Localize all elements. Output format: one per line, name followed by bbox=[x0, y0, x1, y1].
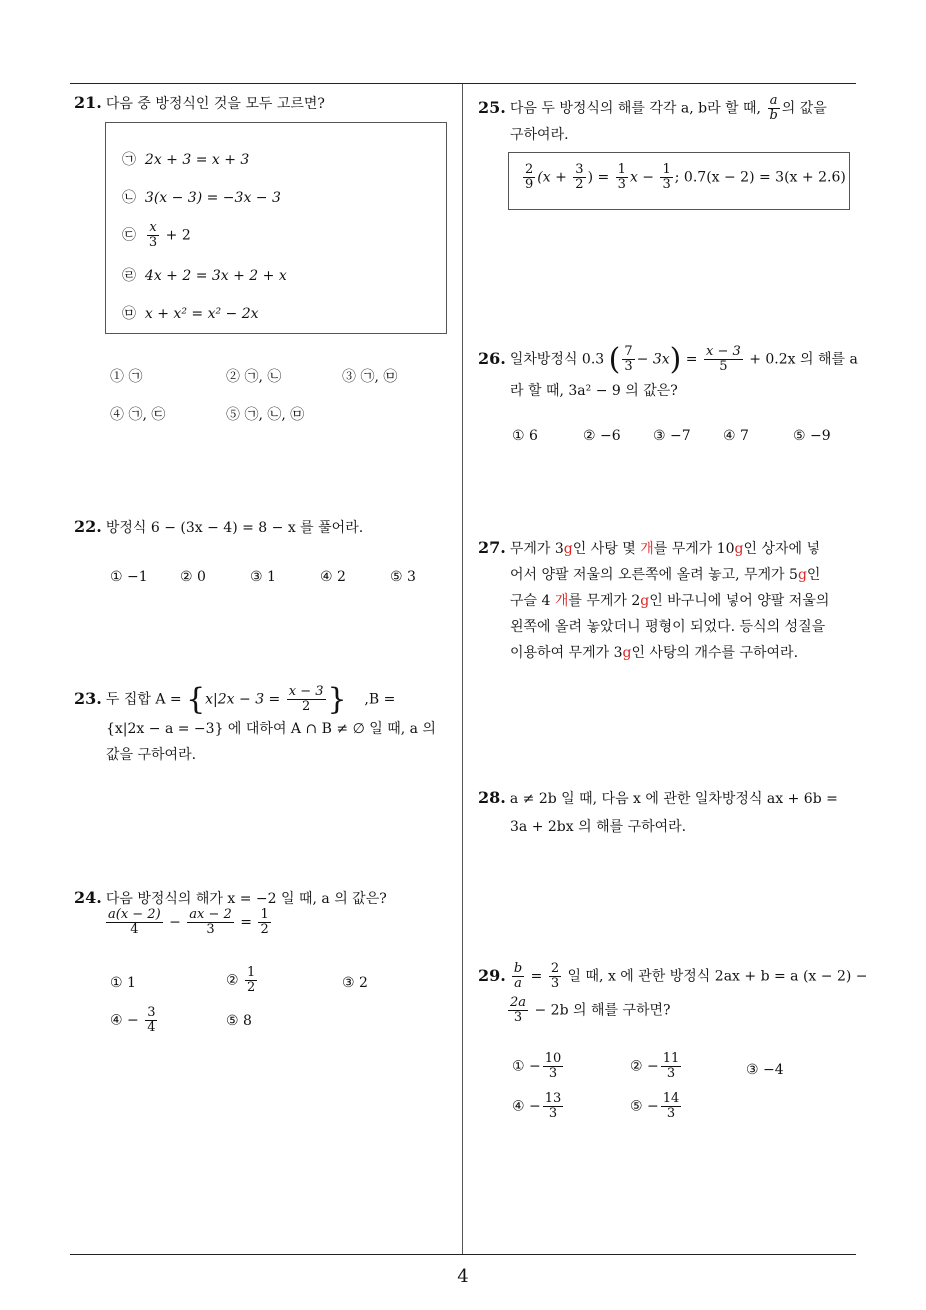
question-number: 28. bbox=[478, 788, 506, 807]
question-text: a ≠ 2b 일 때, 다음 x 에 관한 일차방정식 ax + 6b = bbox=[509, 791, 838, 807]
fraction: $\frac{2}{3}$ bbox=[550, 961, 560, 991]
text: 인 사탕의 개수를 구하여라. bbox=[631, 645, 799, 661]
q24-choice-1[interactable]: ① 1 bbox=[110, 975, 136, 991]
question-25-line2: 구하여라. bbox=[510, 127, 569, 143]
question-26-line1 bbox=[478, 342, 858, 377]
text: 무게가 3 bbox=[509, 541, 564, 557]
q25-equation-box bbox=[508, 152, 850, 210]
q24-equation bbox=[104, 908, 273, 937]
operator: = bbox=[240, 914, 252, 931]
operator: − bbox=[169, 914, 181, 931]
fraction: $\frac{11}{3}$ bbox=[662, 1051, 680, 1081]
unit: g bbox=[640, 593, 650, 609]
q29-choice-3[interactable]: ③ −4 bbox=[746, 1062, 784, 1078]
fraction: $\frac{ax - 2}{3}$ bbox=[189, 907, 232, 937]
item-mark: ㉤ bbox=[122, 306, 136, 322]
fraction: $\frac{1}{2}$ bbox=[247, 965, 256, 995]
q24-choice-2[interactable] bbox=[226, 966, 259, 995]
text: 어서 양팔 저울의 오른쪽에 올려 놓고, 무게가 5 bbox=[510, 567, 798, 583]
question-text: 다음 방정식의 해가 x = −2 일 때, a 의 값은? bbox=[105, 891, 387, 907]
fraction: $\frac{2}{9}$ bbox=[525, 162, 534, 192]
fraction: $\frac{2a}{3}$ bbox=[510, 995, 527, 1025]
choice-mark: ⑤ − bbox=[630, 1098, 659, 1115]
fraction: $\frac{1}{3}$ bbox=[617, 162, 626, 192]
item-expr: 2x + 3 = x + 3 bbox=[144, 152, 250, 168]
question-28-line1 bbox=[478, 788, 838, 808]
top-rule bbox=[70, 83, 856, 84]
q29-choice-1[interactable] bbox=[512, 1052, 565, 1081]
fraction: $\frac{3}{2}$ bbox=[575, 162, 584, 192]
expr: ; 0.7(x − 2) = 3(x + 2.6) bbox=[674, 169, 846, 186]
q21-choice-3[interactable]: ③ ㉠, ㉤ bbox=[342, 369, 398, 385]
question-24 bbox=[74, 888, 387, 908]
unit: 개 bbox=[554, 593, 569, 609]
question-text: ,B = bbox=[364, 691, 396, 708]
q21-choice-1[interactable]: ① ㉠ bbox=[110, 369, 143, 385]
fraction: $\frac{3}{4}$ bbox=[147, 1005, 156, 1035]
fraction: $\frac{14}{3}$ bbox=[662, 1091, 680, 1121]
page-number: 4 bbox=[457, 1266, 469, 1287]
question-21 bbox=[74, 90, 325, 117]
bottom-rule bbox=[70, 1254, 856, 1255]
text: 인 사탕 몇 bbox=[572, 541, 641, 557]
item-mark: ㉣ bbox=[122, 268, 136, 284]
set-expression: x|2x − 3 = bbox=[205, 691, 281, 708]
q29-choice-2[interactable] bbox=[630, 1052, 683, 1081]
question-text: 다음 중 방정식인 것을 모두 고르면? bbox=[105, 96, 325, 112]
question-27-line3 bbox=[510, 590, 829, 610]
question-text: 일 때, x 에 관한 방정식 2ax + b = a (x − 2) − bbox=[567, 968, 868, 985]
text: 를 무게가 10 bbox=[653, 541, 735, 557]
item-expr: + 2 bbox=[165, 227, 191, 244]
unit: g bbox=[797, 567, 807, 583]
question-text: 의 값을 bbox=[781, 100, 827, 117]
expr: − 3x bbox=[636, 351, 670, 368]
q21-choice-2[interactable]: ② ㉠, ㉡ bbox=[226, 369, 282, 385]
question-number: 29. bbox=[478, 965, 506, 985]
q24-choice-4[interactable] bbox=[110, 1006, 159, 1035]
column-divider bbox=[462, 84, 463, 1254]
question-29-line2 bbox=[506, 996, 671, 1025]
q22-choice-1[interactable]: ① −1 bbox=[110, 569, 148, 585]
paren-left: ( bbox=[608, 342, 621, 377]
q26-choice-5[interactable]: ⑤ −9 bbox=[793, 428, 831, 444]
q26-choice-1[interactable]: ① 6 bbox=[512, 428, 538, 444]
question-number: 26. bbox=[478, 348, 506, 368]
question-text: 방정식 6 − (3x − 4) = 8 − x 를 풀어라. bbox=[105, 520, 364, 536]
fraction: $\frac{x - 3}{5}$ bbox=[705, 344, 741, 374]
q25-equations bbox=[521, 163, 846, 192]
text: 이용하여 무게가 3 bbox=[510, 645, 623, 661]
q21-item-4 bbox=[122, 265, 287, 285]
question-number: 21. bbox=[74, 93, 102, 112]
choice-mark: ② bbox=[226, 972, 239, 989]
question-number: 25. bbox=[478, 97, 506, 117]
fraction: $\frac{1}{2}$ bbox=[260, 907, 269, 937]
q29-choice-5[interactable] bbox=[630, 1092, 683, 1121]
question-29-line1 bbox=[478, 962, 868, 991]
choice-mark: ④ − bbox=[512, 1098, 541, 1115]
q22-choice-3[interactable]: ③ 1 bbox=[250, 569, 276, 585]
fraction: $\frac{7}{3}$ bbox=[624, 344, 633, 374]
question-text: − 2b 의 해를 구하면? bbox=[534, 1002, 671, 1019]
question-26-line2: 라 할 때, 3a² − 9 의 값은? bbox=[510, 383, 678, 399]
q21-choice-4[interactable]: ④ ㉠, ㉢ bbox=[110, 407, 166, 423]
question-27-line5 bbox=[510, 642, 798, 662]
expr: ) = bbox=[587, 169, 610, 186]
item-expr: x + x² = x² − 2x bbox=[144, 306, 259, 322]
question-text: 두 집합 A = bbox=[105, 691, 182, 708]
fraction: $\frac{13}{3}$ bbox=[544, 1091, 562, 1121]
q21-item-3 bbox=[122, 221, 191, 250]
q21-item-1 bbox=[122, 149, 249, 169]
question-27-line2 bbox=[510, 564, 820, 584]
operator: = bbox=[685, 351, 698, 368]
paren-right: ) bbox=[669, 342, 682, 377]
q26-choice-3[interactable]: ③ −7 bbox=[653, 428, 691, 444]
q26-choice-4[interactable]: ④ 7 bbox=[723, 428, 749, 444]
item-expr: 3(x − 3) = −3x − 3 bbox=[144, 190, 281, 206]
question-number: 27. bbox=[478, 538, 506, 557]
fraction: $\frac{x}{3}$ bbox=[148, 220, 158, 250]
unit: g bbox=[734, 541, 744, 557]
item-expr: 4x + 2 = 3x + 2 + x bbox=[144, 268, 287, 284]
q24-choice-5[interactable]: ⑤ 8 bbox=[226, 1013, 252, 1029]
unit: 개 bbox=[640, 541, 654, 557]
brace-right: } bbox=[327, 682, 347, 717]
question-23-line1 bbox=[74, 682, 395, 717]
question-22 bbox=[74, 514, 363, 541]
fraction: $\frac{b}{a}$ bbox=[513, 961, 523, 991]
question-text: 일차방정식 0.3 bbox=[509, 351, 605, 368]
text: 를 무게가 2 bbox=[568, 593, 641, 609]
question-number: 23. bbox=[74, 688, 102, 708]
question-text: + 0.2x 의 해를 a bbox=[749, 351, 858, 368]
fraction: $\frac{10}{3}$ bbox=[544, 1051, 562, 1081]
question-27-line1 bbox=[478, 538, 820, 558]
brace-left: { bbox=[186, 682, 206, 717]
question-text: 다음 두 방정식의 해를 각각 a, b라 할 때, bbox=[509, 100, 761, 117]
expr: (x + bbox=[537, 169, 567, 186]
q22-choice-5[interactable]: ⑤ 3 bbox=[390, 569, 416, 585]
fraction: $\frac{1}{3}$ bbox=[662, 162, 671, 192]
unit: g bbox=[563, 541, 573, 557]
item-mark: ㉢ bbox=[122, 227, 136, 244]
q22-choice-4[interactable]: ④ 2 bbox=[320, 569, 346, 585]
text: 인 상자에 넣 bbox=[743, 541, 821, 557]
q21-item-5 bbox=[122, 303, 259, 323]
q21-item-2 bbox=[122, 187, 281, 207]
choice-mark: ② − bbox=[630, 1058, 659, 1075]
item-mark: ㉠ bbox=[122, 152, 136, 168]
operator: = bbox=[530, 968, 543, 985]
question-number: 24. bbox=[74, 888, 102, 907]
text: 구슬 4 bbox=[510, 593, 555, 609]
expr: x − bbox=[629, 169, 655, 186]
text: 인 바구니에 넣어 양팔 저울의 bbox=[649, 593, 830, 609]
q21-options-box bbox=[105, 122, 447, 334]
q22-choice-2[interactable]: ② 0 bbox=[180, 569, 206, 585]
item-mark: ㉡ bbox=[122, 190, 136, 206]
fraction: $\frac{a}{b}$ bbox=[769, 93, 778, 123]
question-27-line4: 왼쪽에 올려 놓았더니 평형이 되었다. 등식의 성질을 bbox=[510, 619, 826, 635]
choice-mark: ① − bbox=[512, 1058, 541, 1075]
unit: g bbox=[622, 645, 632, 661]
q21-choice-5[interactable]: ⑤ ㉠, ㉡, ㉤ bbox=[226, 407, 305, 423]
question-28-line2: 3a + 2bx 의 해를 구하여라. bbox=[510, 819, 687, 835]
q29-choice-4[interactable] bbox=[512, 1092, 565, 1121]
q26-choice-2[interactable]: ② −6 bbox=[583, 428, 621, 444]
question-number: 22. bbox=[74, 517, 102, 536]
fraction: $\frac{x - 3}{2}$ bbox=[288, 684, 324, 714]
q24-choice-3[interactable]: ③ 2 bbox=[342, 975, 368, 991]
question-23-line3: 값을 구하여라. bbox=[106, 747, 197, 763]
question-23-line2: {x|2x − a = −3} 에 대하여 A ∩ B ≠ ∅ 일 때, a 의 bbox=[106, 721, 436, 737]
question-25-line1 bbox=[478, 94, 827, 123]
text: 인 bbox=[806, 567, 821, 583]
choice-mark: ④ − bbox=[110, 1012, 139, 1029]
fraction: $\frac{a(x - 2)}{4}$ bbox=[108, 907, 161, 937]
